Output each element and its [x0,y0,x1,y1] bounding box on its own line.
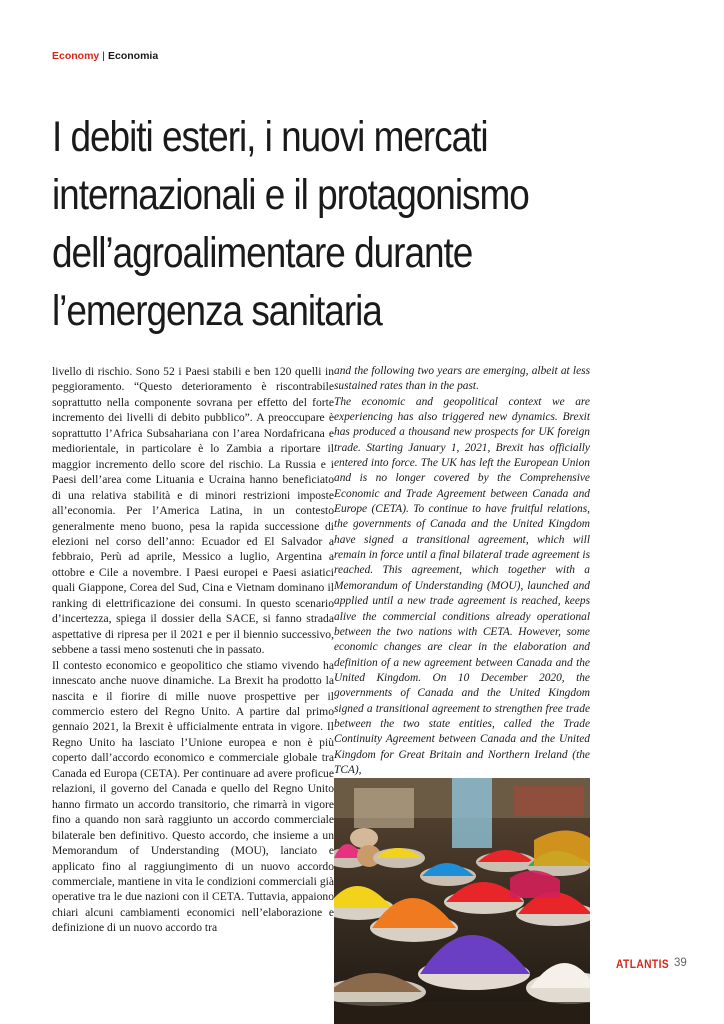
body-paragraph: and the following two years are emerging, albeit at less sustained rates than in the past. [334,365,590,393]
title-line: dell’agroalimentare durante [52,229,473,277]
section-label [52,50,158,62]
title-line: I debiti esteri, i nuovi mercati [52,113,488,161]
section-separator: | [102,50,105,62]
title-line: internazionali e il protagonismo [52,171,529,219]
section-label-en: Economy [52,50,100,62]
title-line: l’emergenza sanitaria [52,287,382,335]
section-label-it: Economia [108,50,159,62]
colored-powder-photo [334,778,590,1024]
article-title [52,108,585,340]
body-paragraph: livello di rischio. Sono 52 i Paesi stabili e ben 120 quelli in peggioramento. “Questo deterioramento è riscontrabile soprattutto nella componente sovrana per effetto del forte incremento dei livelli di debito pubblico”. A preoccupare è soprattutto l’Africa Subsahariana con l’area Nordafricana e mediorientale, in particolare è lo Zambia a riportare il maggior incremento dello score del rischio. La Russia e i Paesi dell’area come Lituania e Ucraina hanno beneficiato di una relativa stabilità e di minori restrizioni imposte all’economia. Per l’America Latina, in un contesto generalmente meno buono, pesa la rapida successione di elezioni nel corso dell’anno: Ecuador ed El Salvador a febbraio, Perù ad aprile, Messico a luglio, Argentina a ottobre e Cile a novembre. I Paesi europei e Paesi asiatici quali Giappone, Corea del Sud, Cina e Vietnam dominano il ranking di elettrificazione dei consumi. In questo scenario d’incertezza, spiega il dossier della SACE, si fanno strada aspettative di ripresa per il 2021 e per il biennio successivo, sebbene a tassi meno sostenuti che in passato. [52,365,334,657]
body-paragraph: The economic and geopolitical context we are experiencing has also triggered new dynamics. Brexit has produced a thousand new prospects for UK foreign trade. Starting January 1, 2021, Brexit has officially entered into force. The UK has left the European Union and is no longer covered by the Comprehensive Economic and Trade Agreement between Canada and Europe (CETA). To continue to have fruitful relations, the governments of Canada and the United Kingdom have signed a transitional agreement, which will remain in force until a final bilateral trade agreement is reached. This agreement, which together with a Memorandum of Understanding (MOU), launched and applied until a new trade agreement is reached, keeps alive the commercial conditions already operational between the two nations with CETA. However, some economic changes are clear in the elaboration and definition of a new agreement between Canada and the United Kingdom. On 10 December 2020, the governments of Canada and the United Kingdom signed a transitional agreement to strengthen free trade between the two state entities, called the Trade Continuity Agreement between Canada and the United Kingdom for Great Britain and Northern Ireland (the TCA), [334,395,590,776]
body-paragraph: Il contesto economico e geopolitico che stiamo vivendo ha innescato anche nuove dinamiche. La Brexit ha prodotto la nascita e il fiorire di mille nuove prospettive per il commercio estero del Regno Unito. A partire dal primo gennaio 2021, la Brexit è ufficialmente entrata in vigore. Il Regno Unito ha lasciato l’Unione europea e non è più coperto dall’accordo economico e commerciale globale tra Canada ed Europa (CETA). Per continuare ad avere proficue relazioni, il governo del Canada e quello del Regno Unito hanno firmato un accordo transitorio, che rimarrà in vigore fino a quando non sarà raggiunto un accordo commerciale bilaterale ben definitivo. Questo accordo, che insieme a un Memorandum of Understanding (MOU), lanciato e applicato fino al raggiungimento di un nuovo accordo commerciale, mantiene in vita le condizioni commerciali già operative tra le due nazioni con il CETA. Tuttavia, appaiono chiari alcuni cambiamenti economici nell’elaborazione e definizione di un nuovo accordo tra [52,658,334,935]
english-body-column [334,364,590,778]
italian-body-column [52,364,334,936]
magazine-logo: ATLANTIS [616,957,670,971]
page-number: 39 [674,957,687,969]
